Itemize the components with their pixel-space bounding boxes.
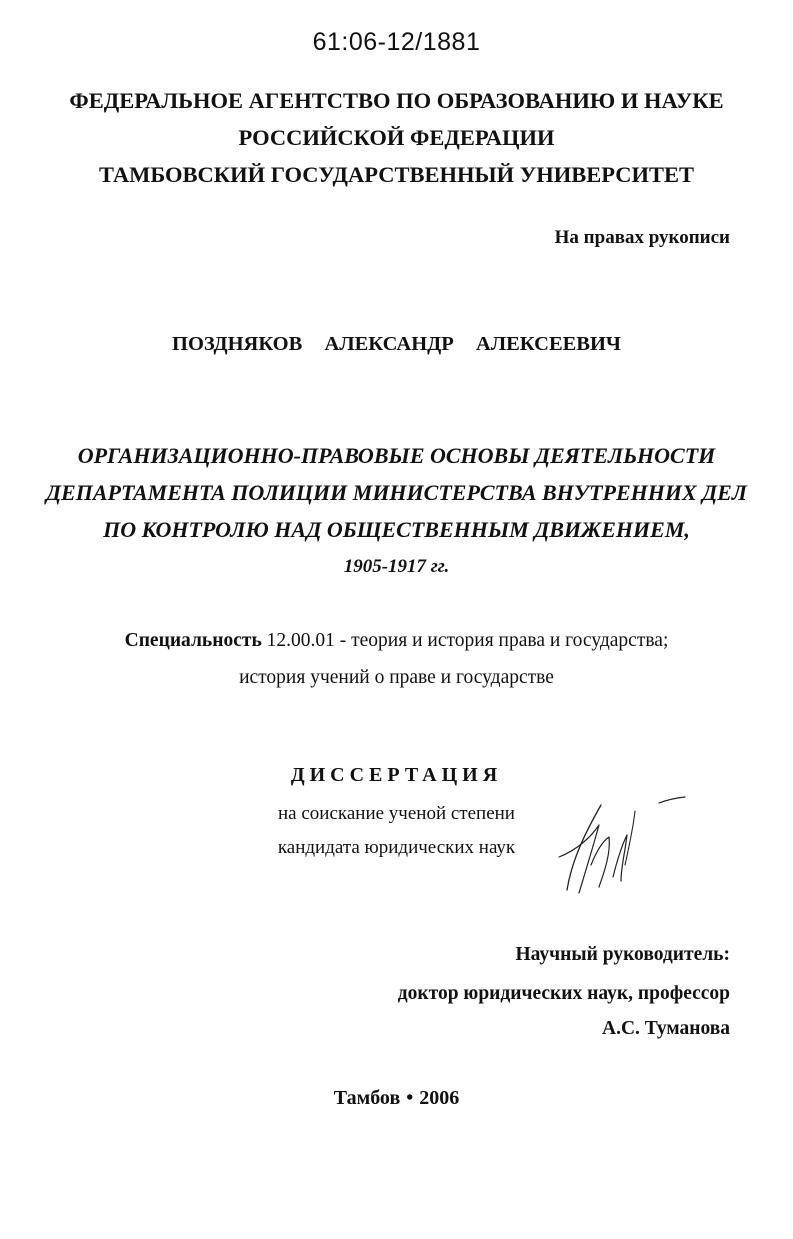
author-name: ПОЗДНЯКОВ АЛЕКСАНДР АЛЕКСЕЕВИЧ (172, 333, 621, 355)
supervisor-credentials: доктор юридических наук, профессор (397, 983, 730, 1004)
title-line-1: ОРГАНИЗАЦИОННО-ПРАВОВЫЕ ОСНОВЫ ДЕЯТЕЛЬНОСТИ (77, 443, 716, 468)
footer-place-year (0, 1087, 793, 1110)
specialty-code: 12.00.01 - теория и история права и государства; (266, 630, 669, 651)
title-line-3: ПО КОНТРОЛЮ НАД ОБЩЕСТВЕННЫМ ДВИЖЕНИЕМ, (103, 517, 690, 542)
supervisor-name: А.С. Туманова (602, 1018, 730, 1039)
institution-line-2: РОССИЙСКОЙ ФЕДЕРАЦИИ (238, 125, 555, 150)
archive-number: 61:06-12/1881 (312, 28, 481, 56)
footer-city: Тамбов (333, 1087, 401, 1109)
signature-stroke-6 (659, 797, 685, 803)
institution-line-1: ФЕДЕРАЛЬНОЕ АГЕНТСТВО ПО ОБРАЗОВАНИЮ И НАУКЕ (69, 88, 724, 113)
degree-type: ДИССЕРТАЦИЯ (290, 764, 503, 786)
specialty-block (0, 622, 793, 696)
institution-header (0, 82, 793, 193)
title-years: 1905-1917 гг. (343, 556, 450, 577)
title-line-2: ДЕПАРТАМЕНТА ПОЛИЦИИ МИНИСТЕРСТВА ВНУТРЕННИХ ДЕЛ (46, 480, 747, 505)
specialty-label: Специальность (124, 630, 262, 651)
footer-separator: • (406, 1087, 414, 1109)
supervisor-label: Научный руководитель: (515, 944, 730, 965)
footer-year: 2006 (419, 1087, 460, 1109)
signature-icon (555, 795, 690, 900)
thesis-title (0, 437, 793, 585)
specialty-line-1 (0, 622, 793, 659)
institution-line-3: ТАМБОВСКИЙ ГОСУДАРСТВЕННЫЙ УНИВЕРСИТЕТ (98, 162, 695, 187)
signature-stroke-4 (613, 835, 627, 881)
degree-line-2: кандидата юридических наук (277, 837, 516, 858)
specialty-line-2: история учений о праве и государстве (239, 667, 554, 688)
degree-line-1: на соискание ученой степени (278, 803, 515, 824)
manuscript-note: На правах рукописи (554, 227, 730, 248)
